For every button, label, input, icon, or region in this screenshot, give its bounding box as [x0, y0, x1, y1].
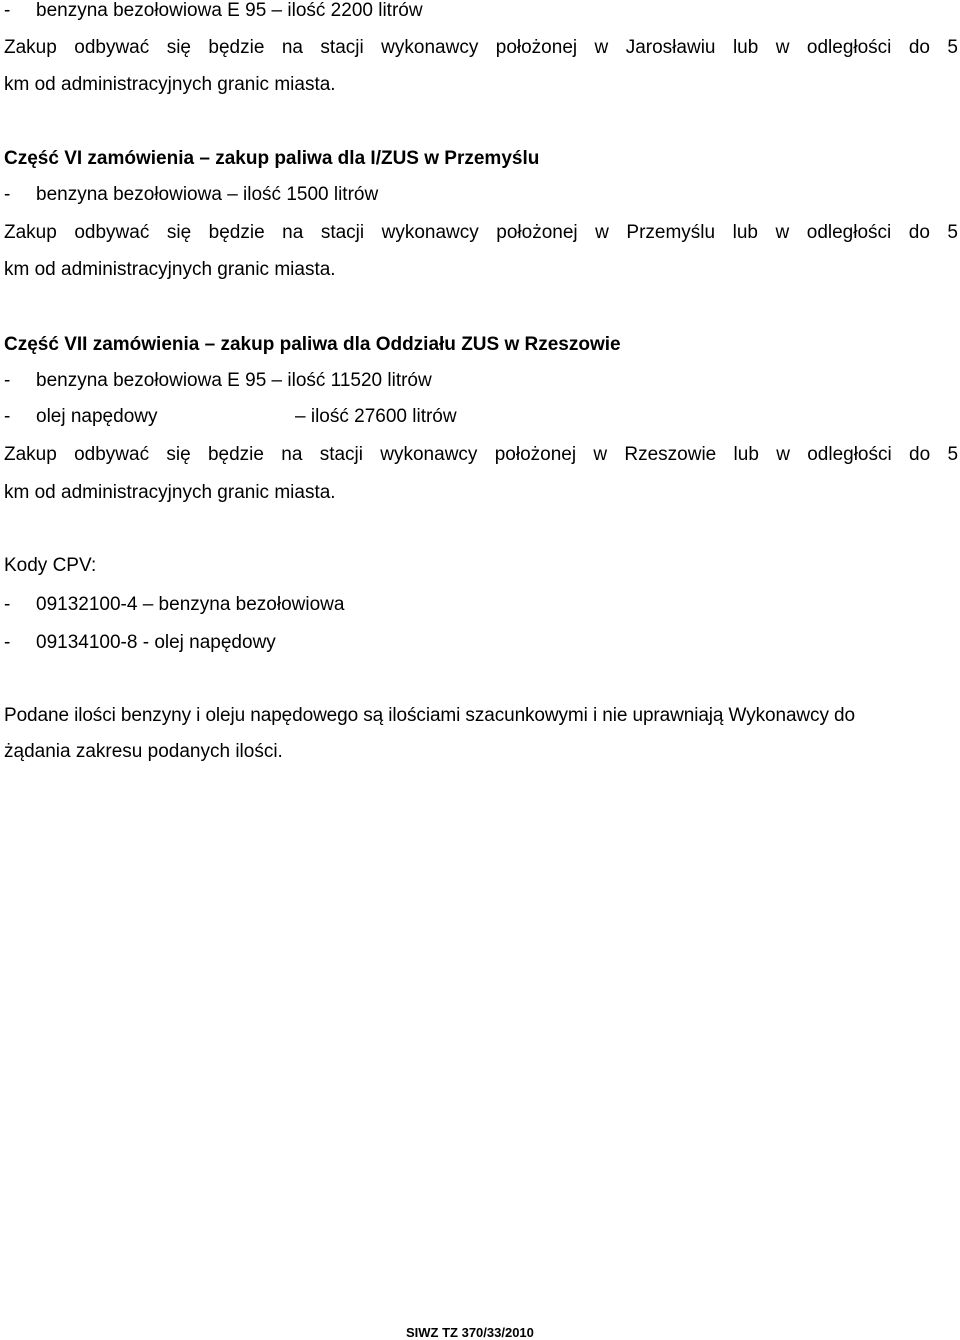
- purchase-location-main: Zakup odbywać się będzie na stacji wykonawcy położonej w Jarosławiu: [4, 37, 716, 58]
- purchase-location-line-2: km od administracyjnych granic miasta.: [4, 259, 336, 280]
- item-quantity: – ilość 11520 litrów: [271, 370, 432, 391]
- item-quantity: – ilość 2200 litrów: [271, 0, 423, 21]
- item-quantity: – ilość 27600 litrów: [295, 406, 457, 427]
- purchase-location-main: Zakup odbywać się będzie na stacji wykonawcy położonej w Rzeszowie: [4, 444, 717, 465]
- cpv-dash: -: [4, 632, 11, 653]
- cpv-label: Kody CPV:: [4, 555, 97, 576]
- cpv-dash: -: [4, 594, 11, 615]
- section-heading: Część VII zamówienia – zakup paliwa dla Oddziału ZUS w Rzeszowie: [4, 334, 621, 355]
- item-dash: -: [4, 184, 11, 205]
- cpv-code: 09132100-4 – benzyna bezołowiowa: [36, 594, 345, 615]
- document-reference-footer: SIWZ TZ 370/33/2010: [406, 1325, 534, 1340]
- purchase-location-line-2: km od administracyjnych granic miasta.: [4, 482, 336, 503]
- purchase-location-line: [4, 222, 958, 244]
- purchase-location-main: Zakup odbywać się będzie na stacji wykonawcy położonej w Przemyślu: [4, 222, 716, 243]
- item-name: benzyna bezołowiowa E 95: [36, 370, 267, 391]
- purchase-location-distance: lub w odległości do 5: [732, 222, 958, 243]
- purchase-location-line-2: km od administracyjnych granic miasta.: [4, 74, 336, 95]
- cpv-code: 09134100-8 - olej napędowy: [36, 632, 276, 653]
- item-line: [4, 370, 432, 392]
- purchase-location-line: [4, 444, 958, 466]
- item-line: [4, 184, 378, 206]
- item-name: benzyna bezołowiowa: [36, 184, 222, 205]
- item-dash: -: [4, 0, 11, 21]
- item-line: [4, 406, 457, 428]
- item-dash: -: [4, 406, 11, 427]
- purchase-location-line: [4, 37, 958, 59]
- cpv-code-line: [4, 594, 344, 616]
- item-dash: -: [4, 370, 11, 391]
- quantity-note-line-1: Podane ilości benzyny i oleju napędowego są ilościami szacunkowymi i nie uprawniają Wykonawcy do: [4, 705, 855, 726]
- item-line: [4, 0, 423, 22]
- purchase-location-distance: lub w odległości do 5: [732, 37, 958, 58]
- section-heading: Część VI zamówienia – zakup paliwa dla I/ZUS w Przemyślu: [4, 148, 540, 169]
- item-name: olej napędowy: [36, 406, 158, 427]
- purchase-location-distance: lub w odległości do 5: [733, 444, 959, 465]
- item-name: benzyna bezołowiowa E 95: [36, 0, 267, 21]
- cpv-code-line: [4, 632, 276, 654]
- quantity-note-line-2: żądania zakresu podanych ilości.: [4, 741, 283, 762]
- item-quantity: – ilość 1500 litrów: [227, 184, 379, 205]
